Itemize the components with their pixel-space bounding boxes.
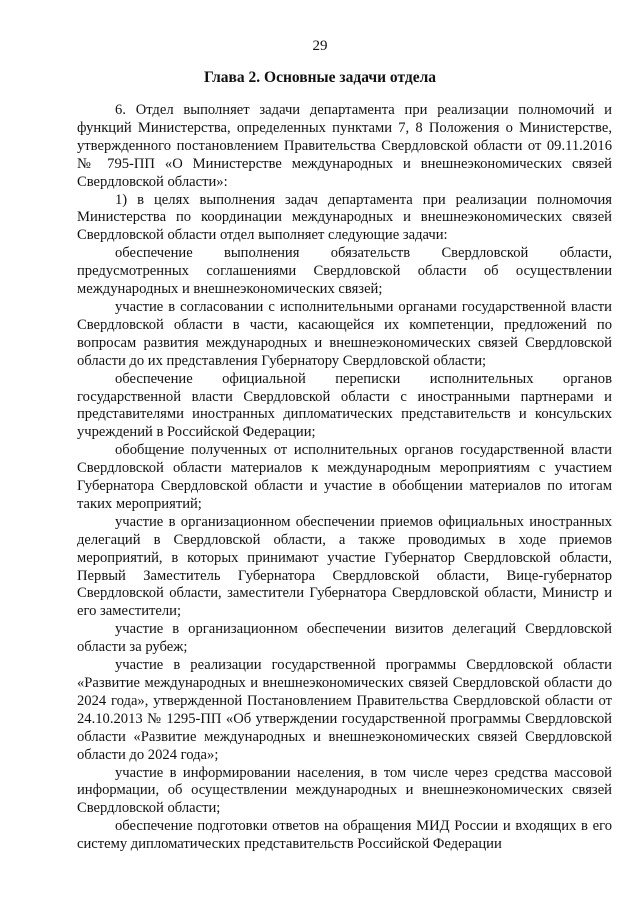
page-number: 29 bbox=[312, 38, 328, 54]
paragraph-task: участие в организационном обеспечении визитов делегаций Свердловской области за рубеж; bbox=[77, 621, 612, 656]
paragraph-task: обеспечение выполнения обязательств Свердловской области, предусмотренных соглашениями Свердловской области об осуществлении международных и внешнеэкономических связей; bbox=[77, 245, 612, 298]
paragraph-task: участие в организационном обеспечении приемов официальных иностранных делегаций в Свердловской области, а также проводимых в ходе приемов мероприятий, в которых принимают участие Губернатор Свердловской области, Первый Заместитель Губернатора Свердловской области, Вице-губернатор Свердловской области, заместители Губернатора Свердловской области, Министр и его заместители; bbox=[77, 513, 612, 620]
paragraph-task: участие в согласовании с исполнительными органами государственной власти Свердловской области в части, касающейся их компетенции, предложений по вопросам развития международных и внешнеэкономических связей Свердловской области до их представления Губернатору Свердловской области; bbox=[77, 298, 612, 369]
paragraph-task: участие в реализации государственной программы Свердловской области «Развитие международных и внешнеэкономических связей Свердловской области до 2024 года», утвержденной Постановлением Правительства Свердловской области от 24.10.2013 № 1295-ПП «Об утверждении государственной программы Свердловской области «Развитие международных и внешнеэкономических связей Свердловской области до 2024 года»; bbox=[77, 657, 612, 763]
paragraph-task: участие в информировании населения, в том числе через средства массовой информации, об осуществлении международных и внешнеэкономических связей Свердловской области; bbox=[77, 764, 612, 817]
paragraph-task: обобщение полученных от исполнительных органов государственной власти Свердловской области материалов к международным мероприятиям с участием Губернатора Свердловской области и участие в обобщении материалов по итогам таких мероприятий; bbox=[77, 442, 612, 512]
paragraph-item-6: 6. Отдел выполняет задачи департамента при реализации полномочий и функций Министерства, определенных пунктами 7, 8 Положения о Министерстве, утвержденного постановлением Правительства Свердловской области от 09.11.2016 № 795-ПП «О Министерстве международных и внешнеэкономических связей Свердловской области»: bbox=[77, 102, 612, 190]
chapter-title: Глава 2. Основные задачи отдела bbox=[203, 69, 437, 86]
paragraph-task-continued: обеспечение подготовки ответов на обращения МИД России и входящих в его систему дипломатических представительств Российской Федерации bbox=[77, 818, 612, 853]
paragraph-subitem-1: 1) в целях выполнения задач департамента при реализации полномочия Министерства по координации международных и внешнеэкономических связей Свердловской области отдел выполняет следующие задачи: bbox=[77, 191, 612, 244]
document-body bbox=[77, 102, 612, 854]
paragraph-task: обеспечение официальной переписки исполнительных органов государственной власти Свердловской области с иностранными партнерами и представителями иностранных дипломатических представительств и консульских учреждений в Российской Федерации; bbox=[77, 370, 612, 441]
